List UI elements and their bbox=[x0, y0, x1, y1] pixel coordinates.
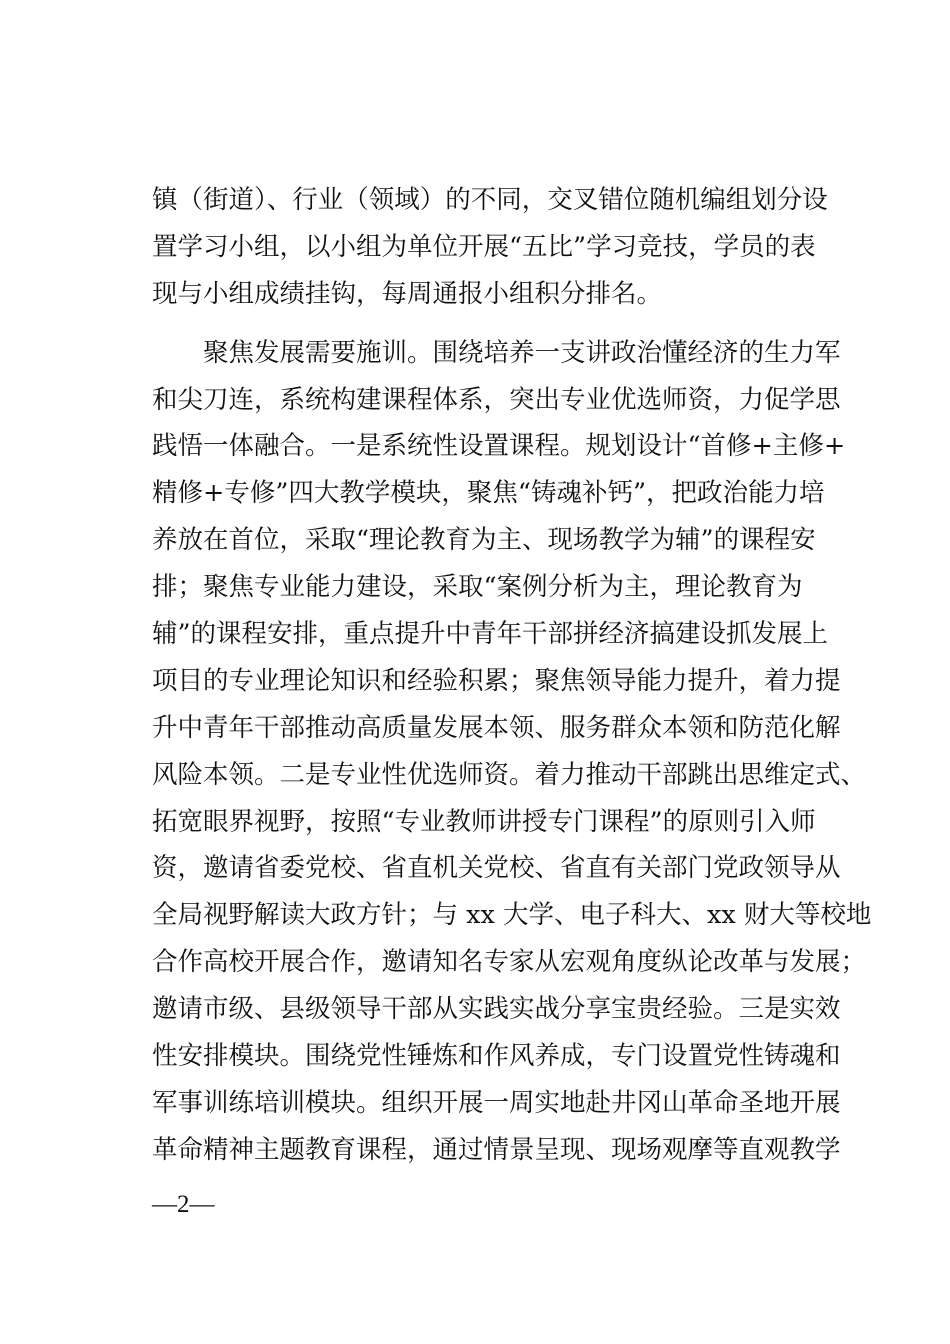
text-line: 邀请市级、县级领导干部从实践实战分享宝贵经验。三是实效 bbox=[152, 994, 841, 1025]
text-line: 拓宽眼界视野，按照“专业教师讲授专门课程”的原则引入师 bbox=[152, 806, 816, 837]
text-line: 资，邀请省委党校、省直机关党校、省直有关部门党政领导从 bbox=[152, 853, 841, 884]
text-line: 性安排模块。围绕党性锤炼和作风养成，专门设置党性铸魂和 bbox=[152, 1041, 841, 1072]
paragraph-2 bbox=[152, 330, 872, 1174]
text-line: 镇（街道）、行业（领域）的不同，交叉错位随机编组划分设 bbox=[152, 185, 828, 215]
paragraph-spacing bbox=[152, 318, 872, 330]
text-line: 升中青年干部推动高质量发展本领、服务群众本领和防范化解 bbox=[152, 712, 841, 743]
text-line: 辅”的课程安排，重点提升中青年干部拼经济搞建设抓发展上 bbox=[152, 619, 829, 650]
text-line: 风险本领。二是专业性优选师资。着力推动干部跳出思维定式、 bbox=[152, 759, 867, 790]
page-number: —2— bbox=[152, 1191, 215, 1218]
text-line: 排；聚焦专业能力建设，采取“案例分析为主，理论教育为 bbox=[152, 572, 803, 603]
text-line: 全局视野解读大政方针；与 xx 大学、电子科大、xx 财大等校地 bbox=[152, 900, 872, 931]
paragraph-1 bbox=[152, 177, 872, 318]
text-line: 和尖刀连，系统构建课程体系，突出专业优选师资，力促学思 bbox=[152, 384, 841, 415]
text-line: 养放在首位，采取“理论教育为主、现场教学为辅”的课程安 bbox=[152, 525, 816, 556]
document-body bbox=[152, 177, 872, 1174]
text-line: 践悟一体融合。一是系统性设置课程。规划设计“首修+主修+ bbox=[152, 431, 846, 462]
text-line: 置学习小组，以小组为单位开展“五比”学习竞技，学员的表 bbox=[152, 231, 816, 262]
text-line: 项目的专业理论知识和经验积累；聚焦领导能力提升，着力提 bbox=[152, 665, 841, 696]
text-line: 现与小组成绩挂钩，每周通报小组积分排名。 bbox=[152, 278, 663, 309]
text-line: 军事训练培训模块。组织开展一周实地赴井冈山革命圣地开展 bbox=[152, 1087, 841, 1118]
text-line: 合作高校开展合作，邀请知名专家从宏观角度纵论改革与发展； bbox=[152, 947, 867, 978]
text-line: 聚焦发展需要施训。围绕培养一支讲政治懂经济的生力军 bbox=[203, 337, 841, 368]
text-line: 精修+专修”四大教学模块，聚焦“铸魂补钙”，把政治能力培 bbox=[152, 478, 825, 509]
text-line: 革命精神主题教育课程，通过情景呈现、现场观摩等直观教学 bbox=[152, 1134, 841, 1165]
